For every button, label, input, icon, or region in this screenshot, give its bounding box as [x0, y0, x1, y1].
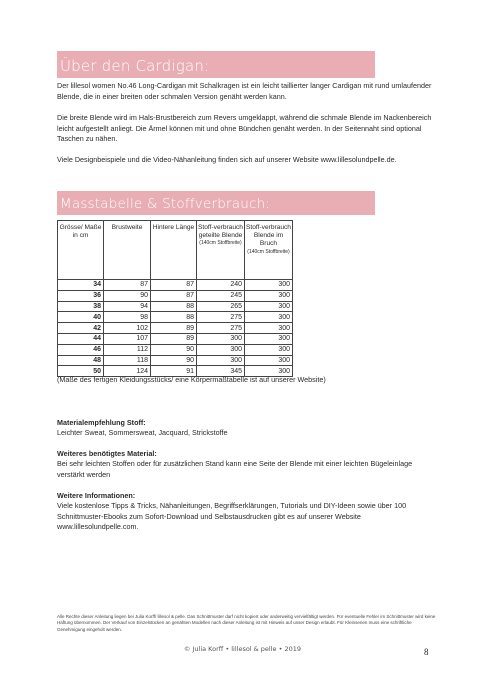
blende-paragraph: Die breite Blende wird im Hals-Brustbereich zum Revers umgeklappt, während die schmale Blende im Nackenbereich leicht aufgestellt anliegt. Die Ärmel können mit und ohne Bündchen genäht werden. In der Seitennaht sind optional Taschen zu nähen.: [57, 113, 432, 144]
value-cell: 112: [104, 344, 151, 355]
value-cell: 90: [104, 290, 151, 301]
materials-heading: Materialempfehlung Stoff:: [57, 418, 146, 427]
size-cell: 42: [58, 323, 104, 334]
table-row: [58, 290, 293, 301]
value-cell: 98: [104, 312, 151, 323]
value-cell: 90: [151, 355, 197, 366]
value-cell: 275: [197, 312, 245, 323]
info-heading: Weitere Informationen:: [57, 491, 136, 500]
value-cell: 87: [104, 280, 151, 291]
footer-copyright: © Julia Korff • lillesol & pelle • 2019: [183, 645, 302, 653]
value-cell: 265: [197, 301, 245, 312]
materials-text: Leichter Sweat, Sommersweat, Jacquard, Strickstoffe: [57, 428, 228, 437]
legal-notice: Alle Rechte dieser Anleitung liegen bei Julia Korff/ lillesol & pelle. Das Schnittmuster darf nicht kopiert oder anderweitig vervielfältigt werden. Für eventuelle Fehler im Schnittmuster wird keine Haftung übernommen. Der Verkauf von Einzelstücken an genähten Modellen nach dieser Anleitung ist mit Hinweis auf unser Design erlaubt. Für Kleinserien muss eine schriftliche Genehmigung eingeholt werden.: [57, 613, 436, 632]
size-cell: 38: [58, 301, 104, 312]
value-cell: 87: [151, 280, 197, 291]
table-row: [58, 280, 293, 291]
value-cell: 102: [104, 323, 151, 334]
table-row: [58, 312, 293, 323]
size-cell: 46: [58, 344, 104, 355]
value-cell: 300: [197, 355, 245, 366]
size-table: [57, 220, 293, 377]
value-cell: 124: [104, 366, 151, 377]
value-cell: 89: [151, 333, 197, 344]
value-cell: 300: [245, 312, 293, 323]
extra-material-text: Bei sehr leichten Stoffen oder für zusätzlichen Stand kann eine Seite der Blende mit einer leichten Bügeleinlage verstärkt werden: [57, 459, 413, 479]
value-cell: 300: [245, 280, 293, 291]
table-row: [58, 355, 293, 366]
size-cell: 40: [58, 312, 104, 323]
size-cell: 50: [58, 366, 104, 377]
value-cell: 87: [151, 290, 197, 301]
value-cell: 90: [151, 344, 197, 355]
value-cell: 300: [245, 355, 293, 366]
value-cell: 300: [245, 290, 293, 301]
value-cell: 94: [104, 301, 151, 312]
table-row: [58, 344, 293, 355]
table-note: (Maße des fertigen Kleidungsstücks/ eine Körpermaßtabelle ist auf unserer Website): [57, 375, 326, 384]
value-cell: 89: [151, 323, 197, 334]
extra-material-heading: Weiteres benötigtes Material:: [57, 449, 157, 458]
page-number: 8: [424, 647, 429, 657]
size-cell: 48: [58, 355, 104, 366]
table-row: [58, 323, 293, 334]
intro-paragraph: Der lillesol women No.46 Long-Cardigan mit Schalkragen ist ein leicht taillierter langer Cardigan mit rund umlaufender Blende, die in einer breiten oder schmalen Version genäht werden kann.: [57, 81, 432, 101]
value-cell: 300: [245, 333, 293, 344]
value-cell: 88: [151, 312, 197, 323]
value-cell: 345: [197, 366, 245, 377]
value-cell: 118: [104, 355, 151, 366]
value-cell: 240: [197, 280, 245, 291]
value-cell: 300: [197, 333, 245, 344]
value-cell: 245: [197, 290, 245, 301]
section-title-measurements: Masstabelle & Stoffverbrauch:: [60, 196, 271, 212]
value-cell: 107: [104, 333, 151, 344]
section-title-cardigan: Über den Cardigan:: [60, 57, 210, 75]
table-row: [58, 333, 293, 344]
value-cell: 88: [151, 301, 197, 312]
value-cell: 300: [197, 344, 245, 355]
header-back-length: Hintere Länge: [151, 221, 197, 280]
value-cell: 91: [151, 366, 197, 377]
value-cell: 300: [245, 323, 293, 334]
header-fabric-fold: Stoff-verbrauch Blende im Bruch (140cm Stoffbreite): [245, 221, 293, 280]
value-cell: 300: [245, 301, 293, 312]
size-cell: 34: [58, 280, 104, 291]
size-cell: 36: [58, 290, 104, 301]
value-cell: 275: [197, 323, 245, 334]
header-chest: Brustweite: [104, 221, 151, 280]
table-row: [58, 301, 293, 312]
value-cell: 300: [245, 366, 293, 377]
value-cell: 300: [245, 344, 293, 355]
size-cell: 44: [58, 333, 104, 344]
size-table-header: [58, 221, 293, 280]
section-header-measurements: [57, 191, 375, 215]
section-header-cardigan: [57, 51, 375, 78]
header-fabric-split: Stoff-verbrauch geteilte Blende (140cm Stoffbreite): [197, 221, 245, 280]
info-text: Viele kostenlose Tipps & Tricks, Nähanleitungen, Begriffserklärungen, Tutorials und DIY-Ideen sowie über 100 Schnittmuster-Ebooks zum Sofort-Download und Selbstausdrucken gibt es auf unserer Website www.lillesolundpelle.com.: [57, 501, 407, 532]
header-size: Grösse/ Maße in cm: [58, 221, 104, 280]
website-paragraph: Viele Designbeispiele und die Video-Nähanleitung finden sich auf unserer Website www.lillesolundpelle.de.: [57, 155, 397, 164]
